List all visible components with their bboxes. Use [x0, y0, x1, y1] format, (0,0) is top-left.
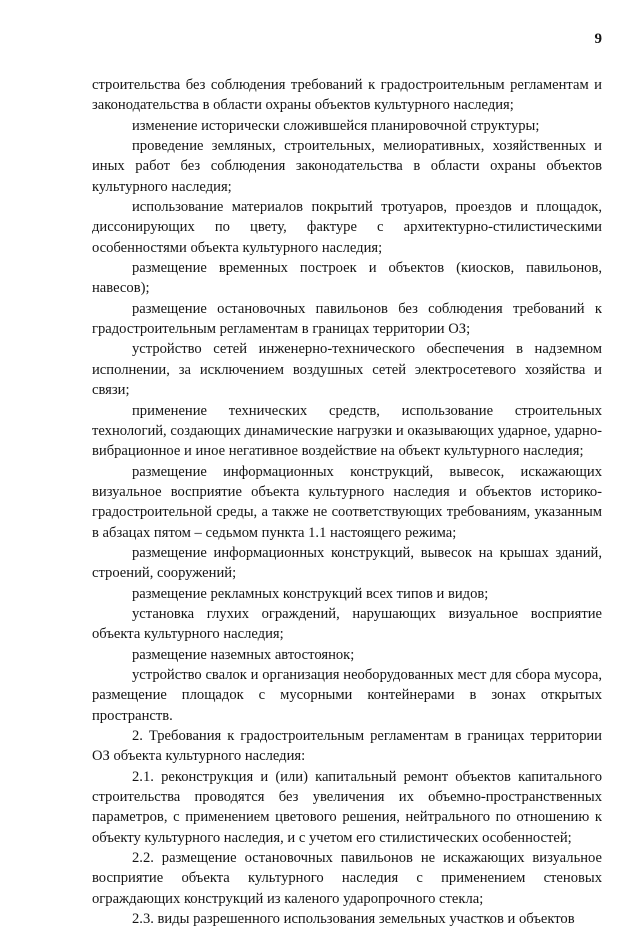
paragraph-4: использование материалов покрытий тротуаров, проездов и площадок, диссонирующих по цвету, фактуре с архитектурно-стилистическими особенностями объекта культурного наследия;: [92, 199, 602, 256]
paragraph-6: размещение остановочных павильонов без соблюдения требований к градостроительным регламентам в границах территории ОЗ;: [92, 300, 602, 338]
paragraph-12: установка глухих ограждений, нарушающих визуальное восприятие объекта культурного наследия;: [92, 605, 602, 643]
paragraph-18: 2.3. виды разрешенного использования земельных участков и объектов: [132, 911, 575, 928]
paragraph-1: строительства без соблюдения требований к градостроительным регламентам и законодательства в области охраны объектов культурного наследия;: [92, 77, 602, 114]
paragraph-14: устройство свалок и организация необорудованных мест для сбора мусора, размещение площадок с мусорными контейнерами в зонах открытых пространств.: [92, 666, 602, 724]
paragraph-7: устройство сетей инженерно-технического обеспечения в надземном исполнении, за исключением воздушных сетей электросетевого хозяйства и связи;: [92, 341, 602, 399]
paragraph-13: размещение наземных автостоянок;: [132, 646, 355, 663]
paragraph-5: размещение временных построек и объектов (киосков, павильонов, навесов);: [92, 260, 602, 297]
paragraph-16: 2.1. реконструкция и (или) капитальный ремонт объектов капитального строительства проводятся без увеличения их объемно-пространственных параметров, с применением цветового решения, нейтрального по отношению к объекту культурного наследия, и с учетом его стилистических особенностей;: [92, 768, 602, 846]
paragraph-17: 2.2. размещение остановочных павильонов не искажающих визуальное восприятие объекта культурного наследия с применением стеновых ограждающих конструкций из каленого ударопрочного стекла;: [92, 850, 602, 907]
paragraph-2: изменение исторически сложившейся планировочной структуры;: [132, 117, 540, 134]
document-body: [92, 75, 602, 929]
paragraph-10: размещение информационных конструкций, вывесок на крышах зданий, строений, сооружений;: [92, 544, 602, 582]
paragraph-8: применение технических средств, использование строительных технологий, создающих динамические нагрузки и оказывающих ударное, ударно-вибрационное и иное негативное воздействие на объект культурного наследия;: [92, 402, 602, 460]
paragraph-15: 2. Требования к градостроительным регламентам в границах территории ОЗ объекта культурного наследия:: [92, 728, 602, 765]
page-number: 9: [594, 31, 602, 47]
paragraph-3: проведение земляных, строительных, мелиоративных, хозяйственных и иных работ без соблюдения законодательства в области охраны объектов культурного наследия;: [92, 138, 602, 195]
paragraph-9: размещение информационных конструкций, вывесок, искажающих визуальное восприятие объекта культурного наследия и объектов историко-градостроительной среды, а также не соответствующих требованиям, указанным в абзацах пятом – седьмом пункта 1.1 настоящего режима;: [92, 463, 602, 541]
paragraph-11: размещение рекламных конструкций всех типов и видов;: [132, 585, 489, 602]
